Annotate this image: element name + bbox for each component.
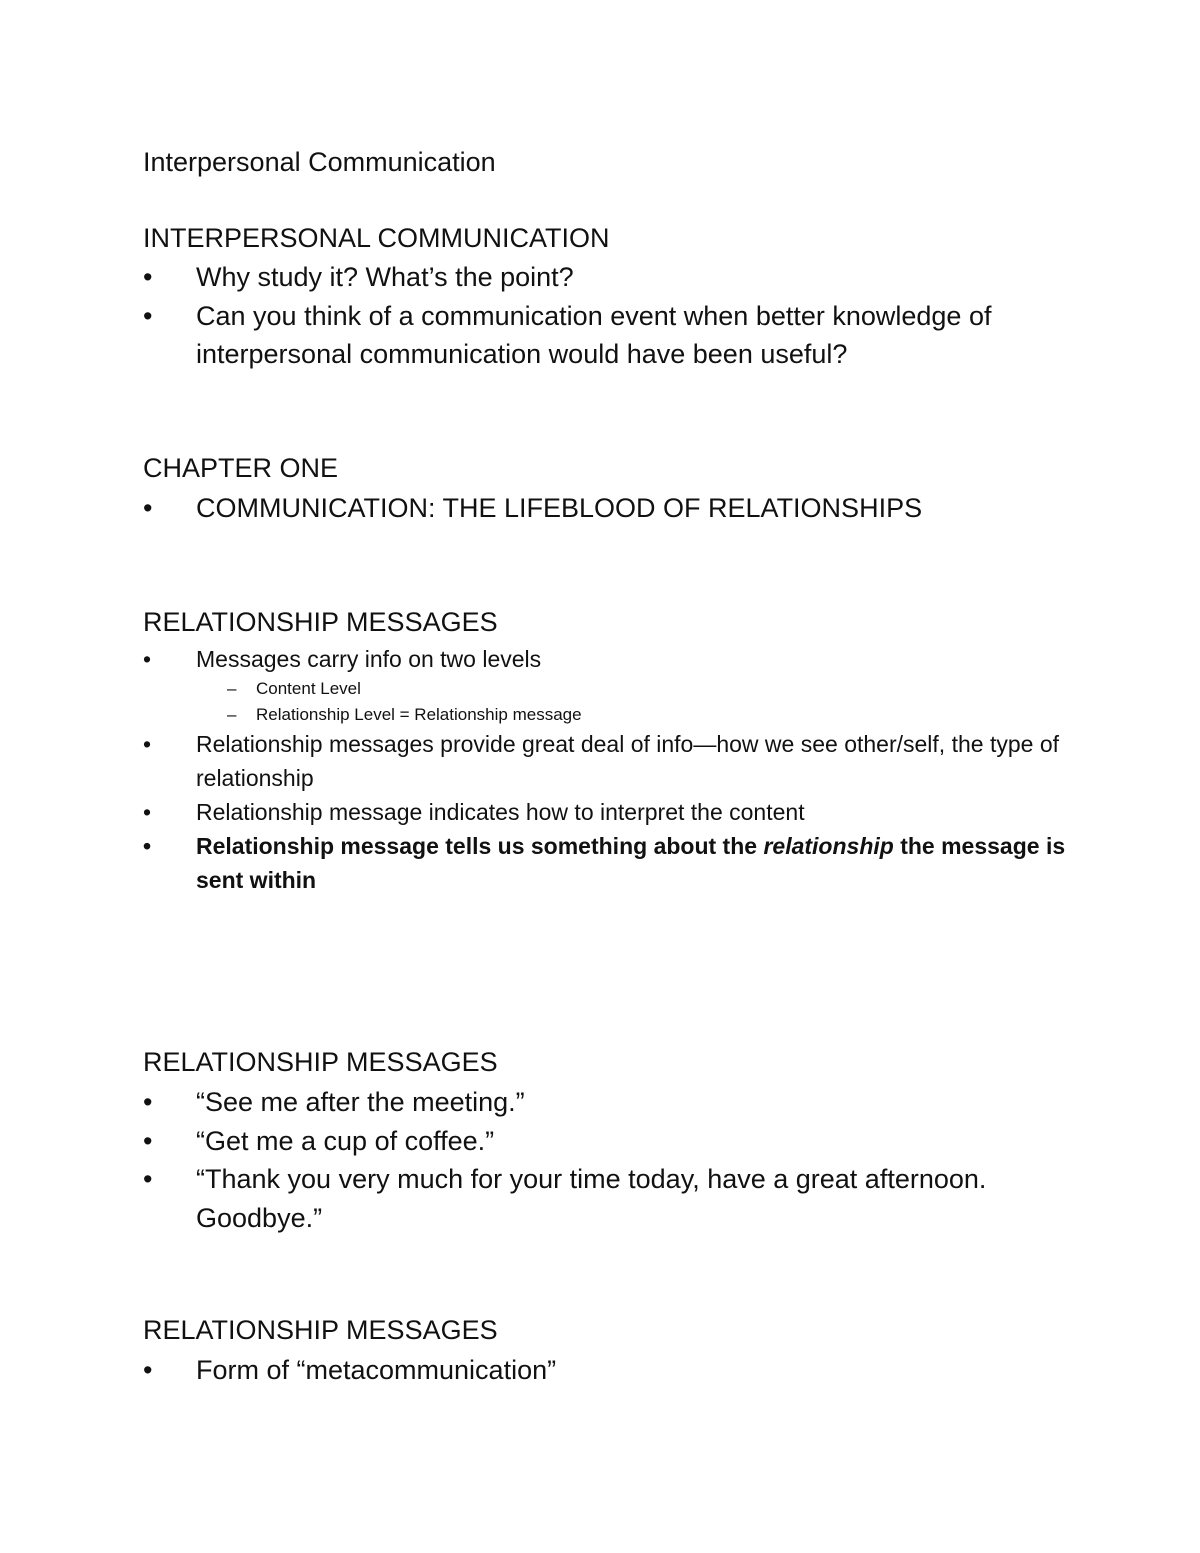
list-item-text-before: Relationship message tells us something about the	[196, 833, 764, 859]
list-item-text: Why study it? What’s the point?	[196, 262, 574, 292]
list-item-emphasized	[143, 829, 1083, 897]
bullet-icon: •	[143, 833, 152, 859]
list-item	[143, 727, 1083, 795]
bullet-icon: •	[143, 731, 152, 757]
bullet-icon: •	[143, 1125, 153, 1156]
bullet-list-relationship-messages-1	[143, 642, 1083, 897]
list-item	[143, 795, 1083, 829]
section-heading-relationship-messages-3: RELATIONSHIP MESSAGES	[143, 1315, 498, 1345]
list-item-text: Messages carry info on two levels	[196, 646, 542, 672]
list-item	[143, 297, 1083, 374]
list-item-text: “Thank you very much for your time today, have a great afternoon. Goodbye.”	[196, 1164, 987, 1233]
bullet-icon: •	[143, 646, 152, 672]
bullet-icon: •	[143, 262, 153, 292]
bullet-icon: •	[143, 300, 153, 331]
bullet-icon: •	[143, 493, 153, 523]
list-item	[143, 258, 1083, 297]
list-item	[143, 489, 1083, 528]
dash-icon: –	[227, 679, 237, 698]
list-item-text-emphasis: relationship	[763, 833, 894, 859]
sub-list-item-text: Content Level	[256, 679, 361, 698]
list-item	[143, 1351, 1083, 1390]
list-item-text: Form of “metacommunication”	[196, 1355, 557, 1385]
section-heading-relationship-messages-2: RELATIONSHIP MESSAGES	[143, 1047, 498, 1077]
document-title: Interpersonal Communication	[143, 147, 496, 177]
list-item-text: Relationship message indicates how to interpret the content	[196, 799, 805, 825]
list-item-text-after: the message is sent within	[196, 833, 1066, 893]
list-item	[143, 642, 1083, 676]
bullet-list-relationship-messages-3	[143, 1351, 1083, 1390]
bullet-list-interpersonal	[143, 258, 1083, 374]
list-item	[143, 1160, 1083, 1237]
bullet-list-relationship-messages-2	[143, 1083, 1083, 1237]
bullet-list-chapter-one	[143, 489, 1083, 528]
section-heading-chapter-one: CHAPTER ONE	[143, 453, 339, 483]
bullet-icon: •	[143, 799, 152, 825]
section-heading-interpersonal-communication: INTERPERSONAL COMMUNICATION	[143, 223, 610, 253]
list-item	[143, 1083, 1083, 1122]
list-item-text: “Get me a cup of coffee.”	[196, 1125, 495, 1156]
list-item-text: Relationship messages provide great deal of info—how we see other/self, the type of relationship	[196, 731, 1059, 791]
list-item-text: Can you think of a communication event when better knowledge of interpersonal communication would have been useful?	[196, 300, 992, 369]
list-item	[143, 1122, 1083, 1161]
bullet-icon: •	[143, 1355, 153, 1385]
list-item-text: COMMUNICATION: THE LIFEBLOOD OF RELATIONSHIPS	[196, 493, 923, 523]
dash-icon: –	[227, 704, 237, 724]
sub-list-item	[143, 676, 1083, 702]
list-item-text: “See me after the meeting.”	[196, 1087, 525, 1117]
bullet-icon: •	[143, 1087, 153, 1117]
bullet-icon: •	[143, 1164, 153, 1194]
sub-list-item	[143, 702, 1083, 728]
section-heading-relationship-messages-1: RELATIONSHIP MESSAGES	[143, 607, 498, 637]
sub-list-item-text: Relationship Level = Relationship message	[256, 704, 582, 724]
